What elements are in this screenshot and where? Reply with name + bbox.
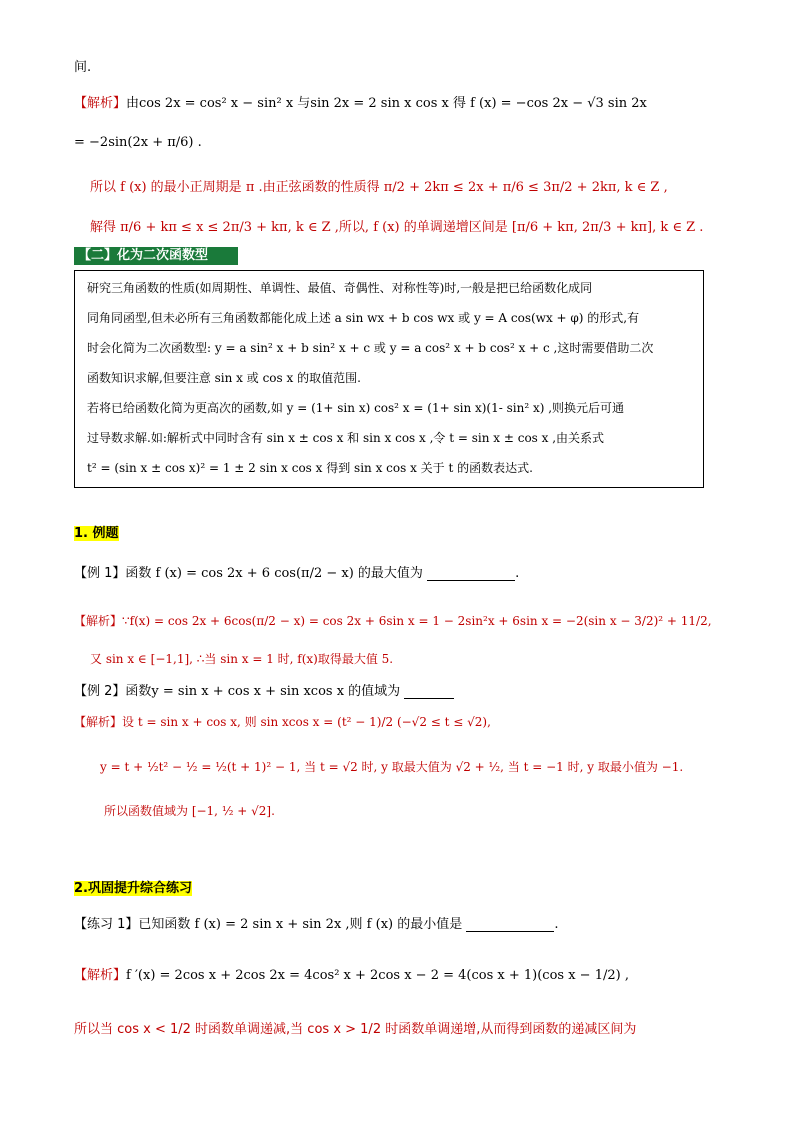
solution-1-line-1-text: 由cos 2x = cos² x − sin² x 与sin 2x = 2 sin x cos x 得 f (x) = −cos 2x − √3 sin 2x (126, 96, 647, 111)
note-line-4: 函数知识求解,但要注意 sin x 或 cos x 的取值范围. (87, 371, 361, 385)
part-1-heading (74, 522, 119, 541)
example-1-label: 【例 1】 (74, 566, 126, 581)
example-2-solution-text-1: 设 t = sin x + cos x, 则 sin xcos x = (t² − 1)/2 (−√2 ≤ t ≤ √2), (122, 715, 491, 729)
solution-1-line-4: 解得 π/6 + kπ ≤ x ≤ 2π/3 + kπ, k ∈ Z ,所以, f (x) 的单调递增区间是 [π/6 + kπ, 2π/3 + kπ], k ∈ Z . (90, 220, 704, 235)
solution-1-line-3: 所以 f (x) 的最小正周期是 π .由正弦函数的性质得 π/2 + 2kπ ≤ 2x + π/6 ≤ 3π/2 + 2kπ, k ∈ Z , (90, 180, 668, 195)
example-2-label: 【例 2】 (74, 684, 126, 699)
practice-1-answer-blank[interactable] (466, 931, 554, 932)
example-2-solution-line-2: y = t + ½t² − ½ = ½(t + 1)² − 1, 当 t = √2 时, y 取最大值为 √2 + ½, 当 t = −1 时, y 取最小值为 −1. (100, 760, 684, 774)
example-2-solution-line-3: 所以函数值域为 [−1, ½ + √2]. (104, 804, 275, 818)
example-2-answer-blank[interactable] (404, 698, 454, 699)
example-2-text: 函数y = sin x + cos x + sin xcos x 的值域为 (125, 684, 401, 699)
example-1 (74, 562, 519, 581)
example-1-end: . (515, 566, 520, 581)
note-line-3: 时会化简为二次函数型: y = a sin² x + b sin² x + c 或 y = a cos² x + b cos² x + c ,这时需要借助二次 (87, 341, 654, 355)
solution-tag: 【解析】 (74, 968, 127, 983)
practice-1-label: 【练习 1】 (74, 917, 139, 932)
note-line-1: 研究三角函数的性质(如周期性、单调性、最值、奇偶性、对称性等)时,一般是把已给函数化成同 (87, 281, 593, 295)
example-1-text: 函数 f (x) = cos 2x + 6 cos(π/2 − x) 的最大值为 (125, 566, 423, 581)
example-2 (74, 680, 454, 699)
note-line-2: 同角同函型,但未必所有三角函数都能化成上述 a sin wx + b cos wx 或 y = A cos(wx + φ) 的形式,有 (87, 311, 640, 325)
practice-1 (74, 913, 559, 932)
example-2-solution-line-1 (74, 713, 491, 730)
practice-1-solution-line-1 (74, 964, 629, 983)
solution-tag: 【解析】 (74, 614, 123, 628)
practice-1-solution-text-1: f ′(x) = 2cos x + 2cos 2x = 4cos² x + 2cos x − 2 = 4(cos x + 1)(cos x − 1/2) , (126, 968, 629, 983)
solution-1-line-2: = −2sin(2x + π/6) . (74, 135, 202, 150)
part-2-heading (74, 877, 192, 896)
practice-1-text: 已知函数 f (x) = 2 sin x + sin 2x ,则 f (x) 的最小值是 (138, 917, 463, 932)
example-1-answer-blank[interactable] (427, 580, 515, 581)
solution-tag: 【解析】 (74, 96, 127, 111)
section-2-title: 【二】化为二次函数型 (74, 247, 238, 265)
continuation-text: 间. (74, 60, 92, 75)
note-line-5: 若将已给函数化简为更高次的函数,如 y = (1+ sin x) cos² x = (1+ sin x)(1- sin² x) ,则换元后可通 (87, 401, 625, 415)
example-1-solution-line-1 (74, 612, 712, 629)
method-note-box (74, 270, 704, 488)
solution-1-line-1 (74, 92, 647, 111)
example-1-solution-line-2: 又 sin x ∈ [−1,1], ∴当 sin x = 1 时, f(x)取得最大值 5. (90, 652, 394, 666)
part-1-title: 1. 例题 (74, 526, 119, 541)
part-2-title: 2.巩固提升综合练习 (74, 881, 192, 896)
example-1-solution-text-1: ∵f(x) = cos 2x + 6cos(π/2 − x) = cos 2x + 6sin x = 1 − 2sin²x + 6sin x = −2(sin x − 3/2)² + 11/2, (122, 614, 712, 628)
practice-1-solution-line-2: 所以当 cos x < 1/2 时函数单调递减,当 cos x > 1/2 时函数单调递增,从而得到函数的递减区间为 (74, 1022, 637, 1037)
solution-tag: 【解析】 (74, 715, 123, 729)
practice-1-end: . (554, 917, 559, 932)
note-line-6: 过导数求解.如:解析式中同时含有 sin x ± cos x 和 sin x cos x ,令 t = sin x ± cos x ,由关系式 (87, 431, 605, 445)
note-line-7: t² = (sin x ± cos x)² = 1 ± 2 sin x cos x 得到 sin x cos x 关于 t 的函数表达式. (87, 461, 533, 475)
